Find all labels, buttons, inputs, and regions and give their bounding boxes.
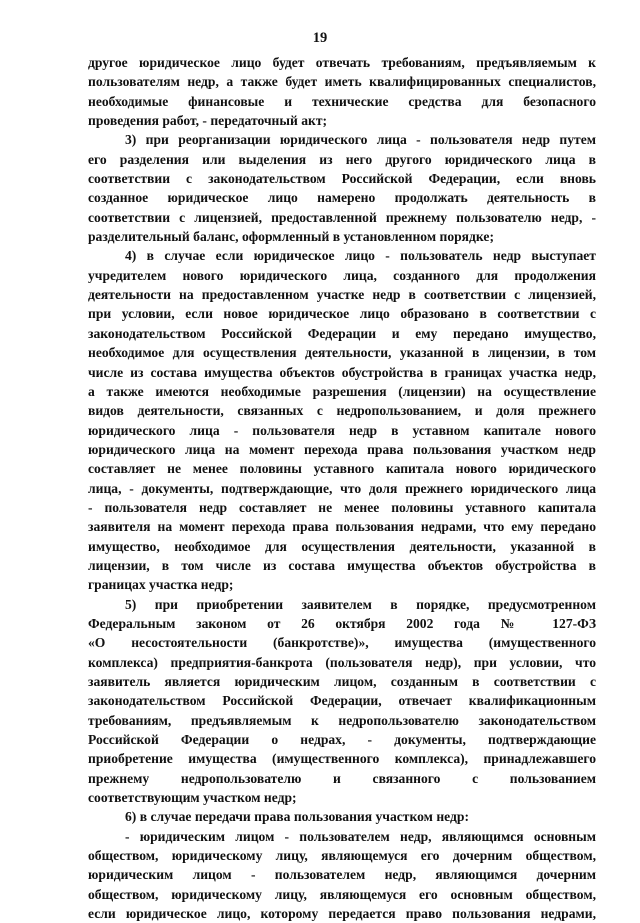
- text-line: юридического лица - пользователя недр в уставном капитале нового: [88, 422, 596, 438]
- text-line: составляет не менее половины уставного капитала нового юридического: [88, 461, 596, 477]
- text-line: числе из состава имущества объектов обустройства в границах участка недр,: [88, 364, 596, 380]
- text-line: 4) в случае если юридическое лицо - пользователь недр выступает: [125, 248, 596, 264]
- text-line: 3) при реорганизации юридического лица - пользователя недр путем: [125, 132, 596, 148]
- text-line: при условии, если новое юридическое лицо образовано в соответствии с: [88, 306, 596, 322]
- text-line: деятельности на предоставленном участке недр в соответствии с лицензией,: [88, 287, 596, 303]
- text-line: законодательством Российской Федерации, отвечает квалификационным: [88, 693, 596, 709]
- text-line: обществом, юридическому лицу, являющемуся его основным обществом,: [88, 886, 596, 902]
- text-line: имущество, необходимое для осуществления деятельности, указанной в: [88, 538, 596, 554]
- text-line: юридического лица на момент перехода права пользования участком недр: [88, 441, 596, 457]
- text-line: пользователям недр, а также будет иметь квалифицированных специалистов,: [88, 74, 596, 90]
- text-line: юридическим лицом - пользователем недр, являющимся дочерним: [88, 867, 596, 883]
- text-line: проведения работ, - передаточный акт;: [88, 113, 328, 129]
- text-line: 5) при приобретении заявителем в порядке, предусмотренном: [125, 596, 596, 612]
- text-line: прежнему недропользователю и связанного с пользованием: [88, 770, 596, 786]
- text-line: разделительный баланс, оформленный в установленном порядке;: [88, 229, 494, 245]
- text-line: - пользователя недр составляет не менее половины уставного капитала: [88, 499, 596, 515]
- text-line: «О несостоятельности (банкротстве)», имущества (имущественного: [88, 635, 596, 651]
- text-line: другое юридическое лицо будет отвечать требованиям, предъявляемым к: [88, 55, 596, 70]
- text-line: заявитель является юридическим лицом, созданным в соответствии с: [88, 674, 596, 689]
- text-line: а также имеются необходимые разрешения (лицензии) на осуществление: [88, 383, 596, 399]
- text-line: заявителя на момент перехода права пользования недрами, что ему передано: [88, 519, 596, 535]
- text-line: видов деятельности, связанных с недропользованием, и доля прежнего: [88, 403, 596, 419]
- page-number: 19: [312, 30, 328, 46]
- text-line: Федеральным законом от 26 октября 2002 года № 127-ФЗ: [88, 615, 596, 631]
- text-line: границах участка недр;: [88, 577, 234, 593]
- text-line: - юридическим лицом - пользователем недр, являющимся основным: [125, 828, 596, 844]
- body-text: [88, 53, 596, 923]
- text-line: законодательством Российской Федерации и ему передано имущество,: [88, 325, 596, 341]
- text-line: приобретение имущества (имущественного комплекса), принадлежавшего: [88, 751, 596, 767]
- text-line: учредителем нового юридического лица, созданного для продолжения: [88, 267, 596, 283]
- text-line: соответствии с законодательством Российской Федерации, если вновь: [88, 171, 596, 187]
- text-line: соответствии с лицензией, предоставленной прежнему пользователю недр, -: [88, 209, 596, 225]
- text-line: соответствующим участком недр;: [88, 790, 297, 806]
- text-line: Российской Федерации о недрах, - документы, подтверждающие: [88, 732, 596, 748]
- text-line: если юридическое лицо, которому передается право пользования недрами,: [88, 906, 596, 922]
- text-line: созданное юридическое лицо намерено продолжать деятельность в: [88, 190, 596, 206]
- text-line: требованиям, предъявляемым к недропользователю законодательством: [88, 712, 596, 728]
- text-line: лица, - документы, подтверждающие, что доля прежнего юридического лица: [88, 480, 596, 496]
- text-line: его разделения или выделения из него другого юридического лица в: [88, 151, 596, 167]
- text-line: комплекса) предприятия-банкрота (пользователя недр), при условии, что: [88, 654, 596, 670]
- text-line: необходимые финансовые и технические средства для безопасного: [88, 93, 596, 109]
- text-line: 6) в случае передачи права пользования участком недр:: [125, 809, 469, 825]
- text-line: необходимое для осуществления деятельности, указанной в лицензии, в том: [88, 345, 596, 361]
- text-line: обществом, юридическому лицу, являющемуся его дочерним обществом,: [88, 848, 596, 864]
- text-line: лицензии, в том числе из состава имущества объектов обустройства в: [88, 557, 596, 573]
